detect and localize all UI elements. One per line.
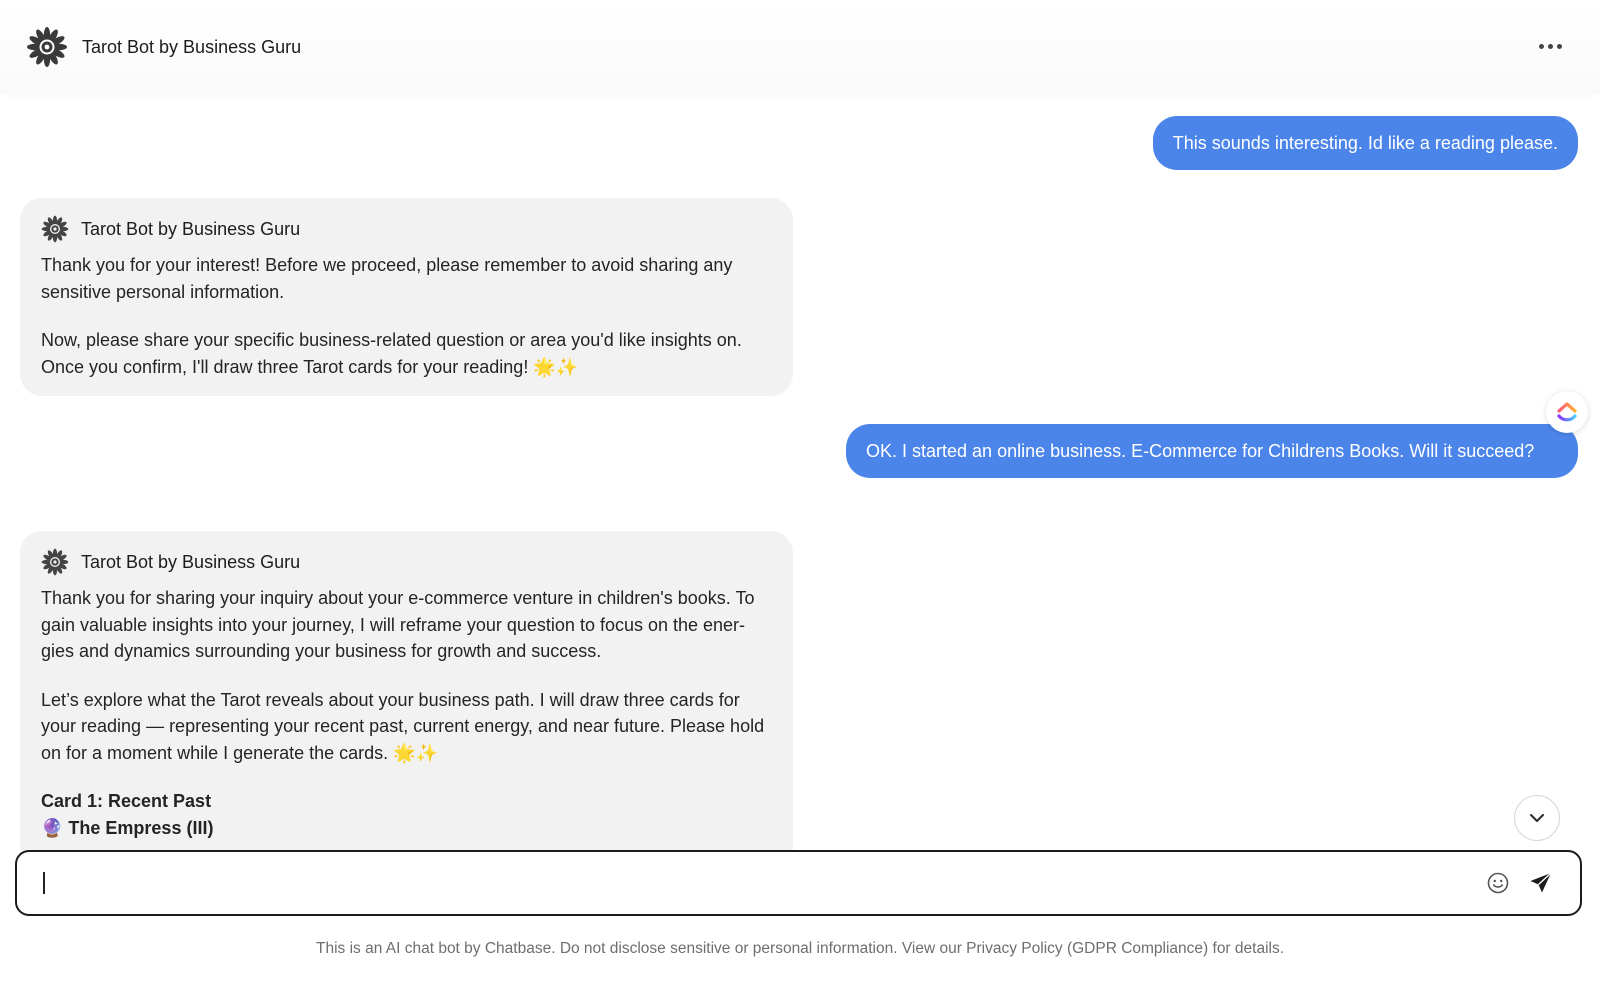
bot-message (20, 198, 793, 396)
bot-message-paragraph: Let’s explore what the Tarot reveals about your business path. I will draw three cards for your reading — representing your recent past, current energy, and near future. Please hold on for a moment while I generate the cards. 🌟✨ (41, 689, 765, 763)
mandala-icon (41, 548, 69, 576)
send-icon (1528, 870, 1554, 896)
bot-message (20, 531, 793, 850)
more-options-button[interactable] (1534, 32, 1566, 60)
bot-message-paragraph: Thank you for sharing your inquiry about your e-commerce venture in children's books. To gain valuable insights into your journey, I will reframe your question to focus on the ener-gies and dynamics surrounding your business for growth and success. (41, 588, 755, 661)
scroll-down-button[interactable] (1514, 795, 1560, 841)
chevron-down-icon (1526, 807, 1548, 829)
footer-disclaimer: This is an AI chat bot by Chatbase. Do not disclose sensitive or personal information. View our Privacy Policy (GDPR Compliance) for details. (315, 940, 1285, 957)
bot-message-header (41, 547, 773, 577)
bot-name: Tarot Bot by Business Guru (81, 218, 301, 239)
card-name: 🔮 The Empress (III) (41, 817, 214, 838)
message-input[interactable] (41, 863, 1472, 903)
bot-message-paragraph: Now, please share your specific business-related question or area you'd like insights on. Once you confirm, I'll draw three Tarot cards for your reading! 🌟✨ (41, 330, 742, 377)
bot-message-header (41, 214, 773, 244)
user-message-text: This sounds interesting. Id like a reading please. (1172, 133, 1558, 153)
clickup-icon (1554, 399, 1580, 425)
emoji-button[interactable] (1484, 869, 1512, 897)
bot-name: Tarot Bot by Business Guru (81, 551, 301, 572)
user-message-text: OK. I started an online business. E-Commerce for Childrens Books. Will it succeed? (866, 441, 1535, 461)
user-message (1153, 116, 1578, 170)
text-caret (43, 872, 45, 894)
mandala-icon (26, 26, 68, 68)
header-title: Tarot Bot by Business Guru (82, 36, 302, 57)
mandala-icon (41, 215, 69, 243)
more-horizontal-icon (1539, 44, 1544, 49)
message-list[interactable] (0, 94, 1600, 850)
message-composer (15, 850, 1582, 916)
chat-header (0, 0, 1600, 94)
smiley-icon (1486, 871, 1510, 895)
send-button[interactable] (1526, 868, 1556, 898)
clickup-widget-button[interactable] (1546, 391, 1588, 433)
bot-message-paragraph: Thank you for your interest! Before we proceed, please remember to avoid sharing any sensitive personal information. (41, 255, 733, 302)
card-heading: Card 1: Recent Past (41, 791, 212, 811)
user-message (846, 424, 1578, 478)
